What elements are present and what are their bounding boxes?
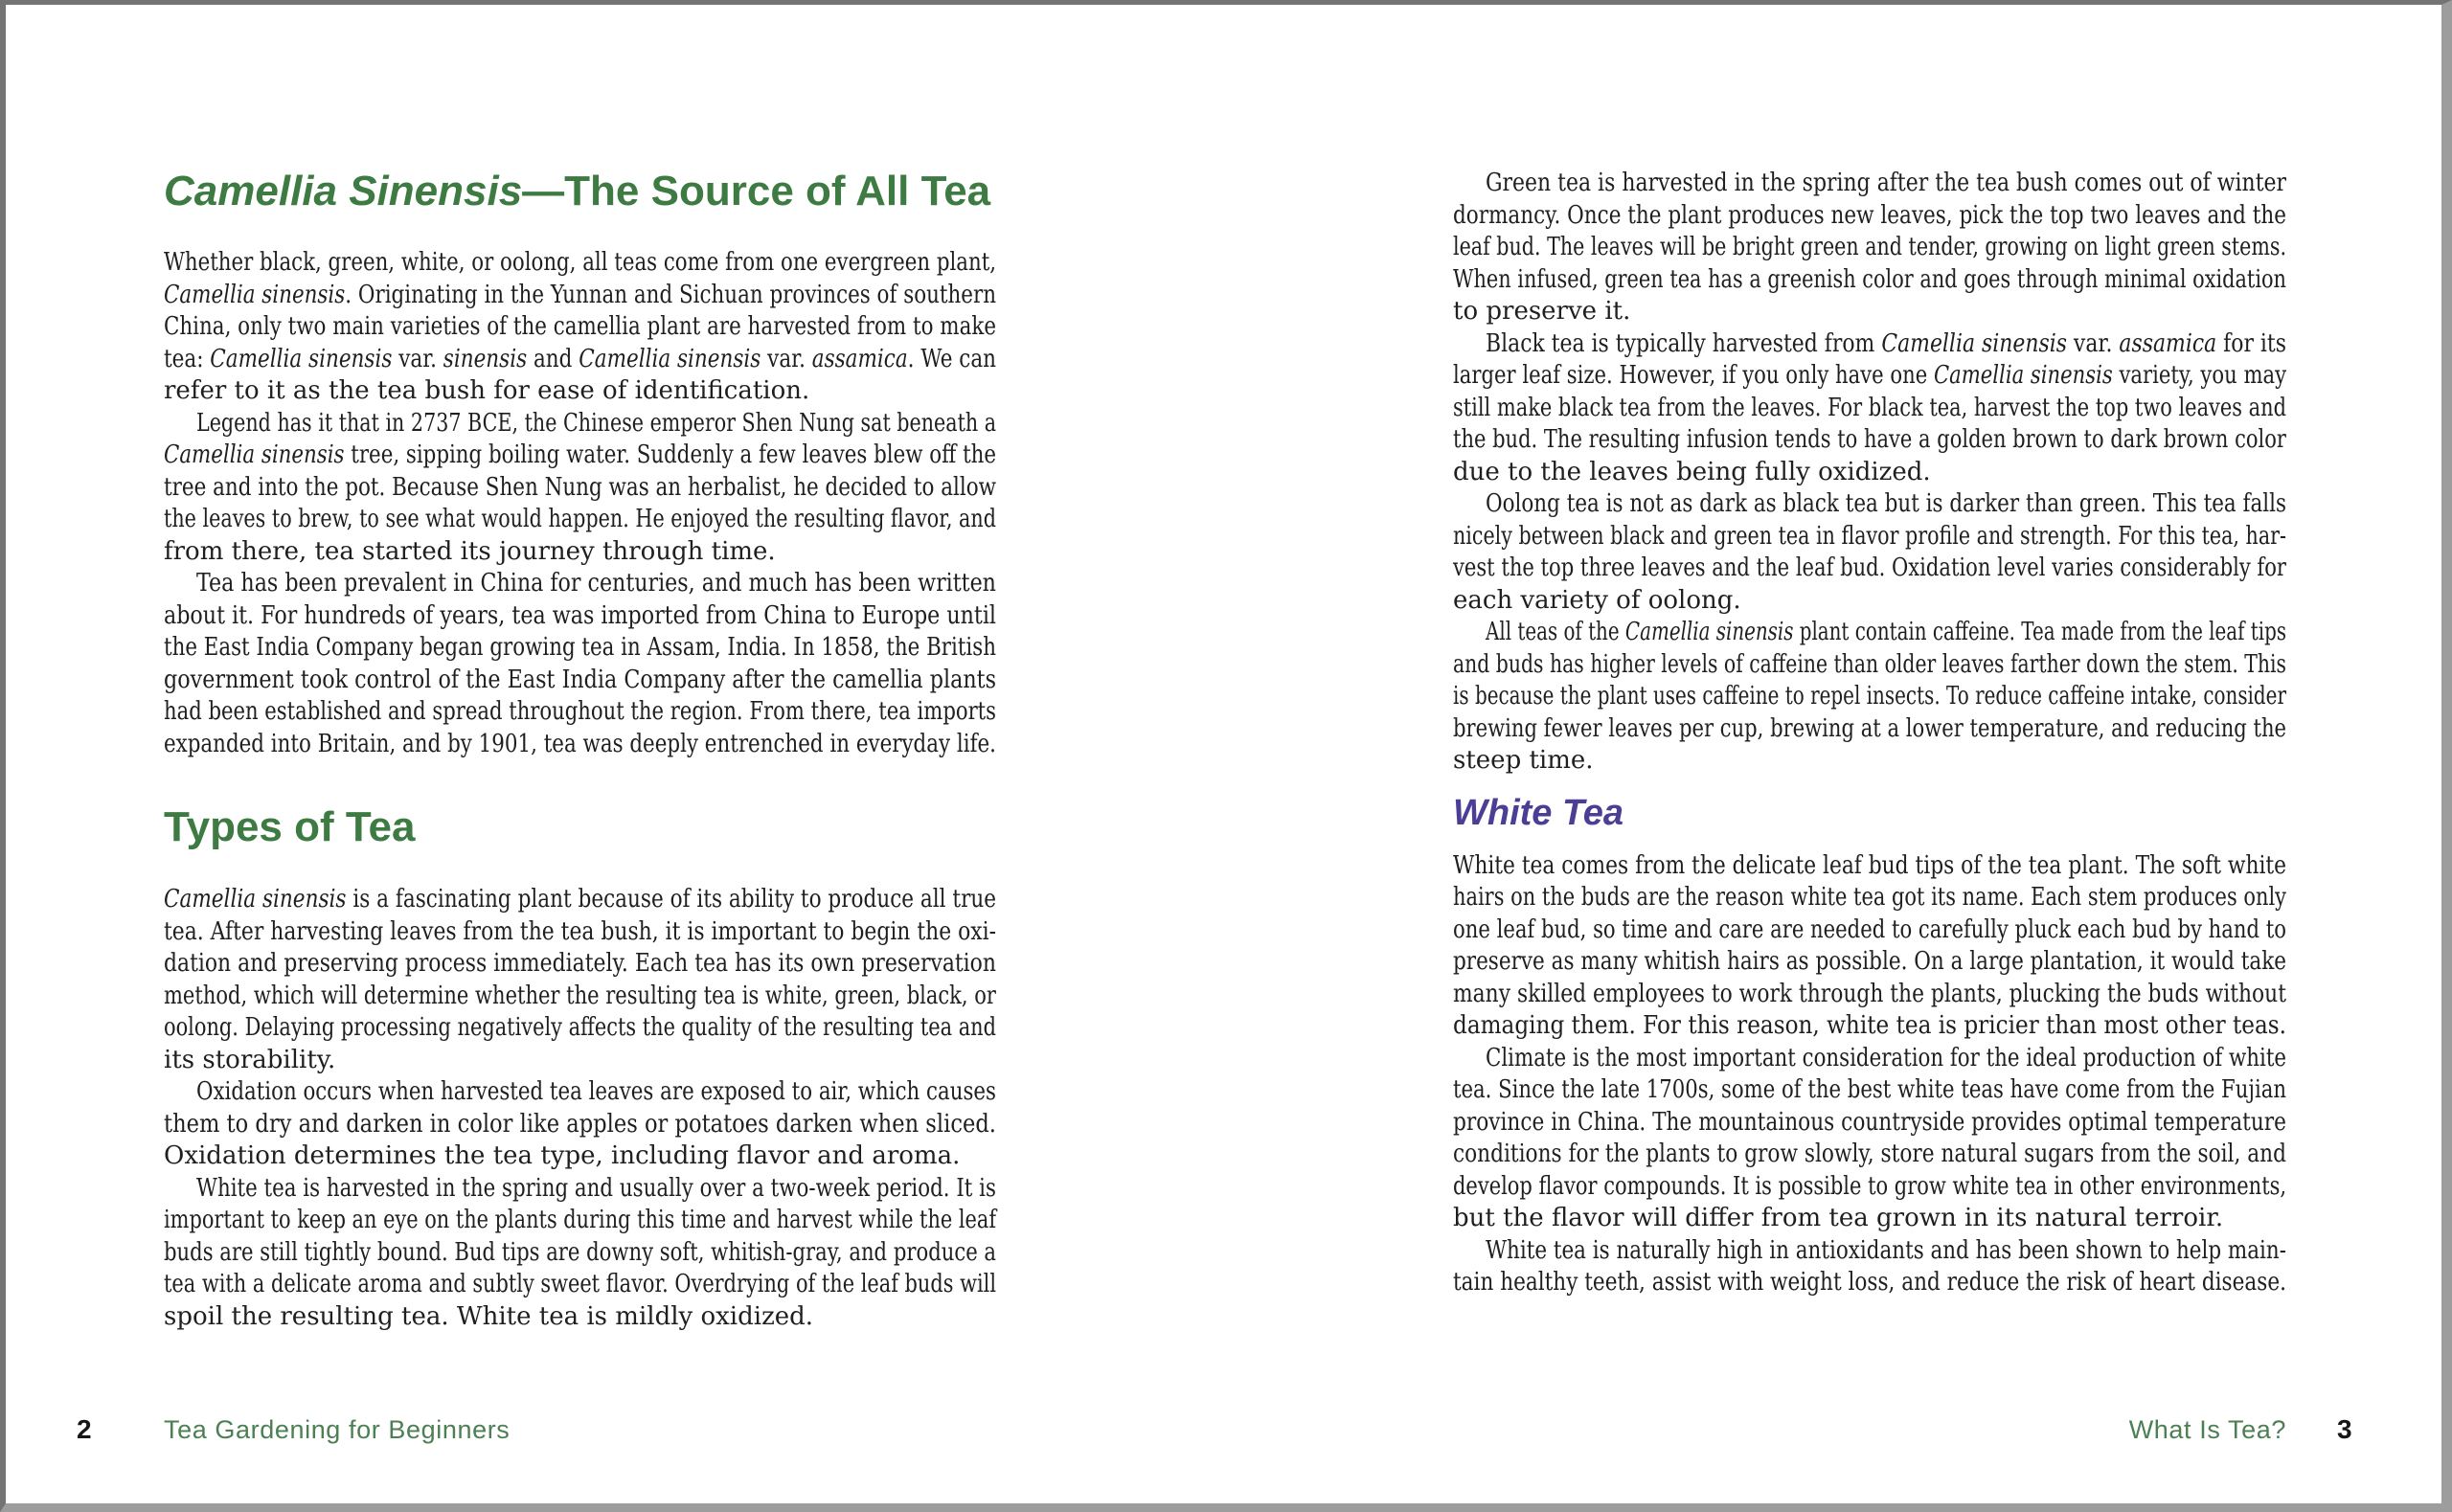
paragraph [164,568,996,760]
subsection-heading: White Tea [1453,792,1624,833]
text-line: Legend has it that in 2737 BCE, the Chinese emperor Shen Nung sat beneath a [196,408,997,438]
text-line: China, only two main varieties of the camellia plant are harvested from to make [164,312,997,341]
text-line: White tea comes from the delicate leaf bud tips of the tea plant. The soft white [1453,850,2287,880]
book-title-footer: Tea Gardening for Beginners [164,1415,511,1444]
text-line: hairs on the buds are the reason white tea got its name. Each stem produces only [1453,883,2286,912]
text-line: still make black tea from the leaves. For black tea, harvest the top two leaves and [1453,393,2287,422]
text-line: steep time. [1453,746,1594,775]
text-line: tea with a delicate aroma and subtly sweet flavor. Overdrying of the leaf buds will [164,1270,997,1298]
text-line: dormancy. Once the plant produces new leaves, pick the top two leaves and the [1453,200,2287,230]
paragraph [164,1076,996,1173]
text-line: from there, tea started its journey through time. [164,536,776,566]
paragraph [1453,617,2286,778]
text-line: dation and preserving process immediately. Each tea has its own preservation [164,949,996,978]
paragraph [164,1173,996,1334]
text-line: develop flavor compounds. It is possible to grow white tea in other environments, [1453,1171,2287,1201]
text-line: damaging them. For this reason, white tea is pricier than most other teas. [1453,1011,2287,1040]
text-line: leaf bud. The leaves will be bright green and tender, growing on light green stems. [1453,233,2287,261]
text-line: but the flavor will differ from tea grown in its natural terroir. [1453,1204,2224,1232]
text-line: many skilled employees to work through the plants, plucking the buds without [1453,979,2286,1008]
text-line: each variety of oolong. [1453,585,1741,615]
text-line: Black tea is typically harvested from Camellia sinensis var. assamica for its [1486,328,2286,358]
text-line: Camellia sinensis is a fascinating plant because of its ability to produce all true [164,885,997,914]
text-line: brewing fewer leaves per cup, brewing at a lower temperature, and reducing the [1453,713,2287,743]
text-line: refer to it as the tea bush for ease of identification. [164,376,810,405]
paragraph [164,884,996,1076]
text-line: method, which will determine whether the resulting tea is white, green, black, or [164,981,996,1010]
text-line: tea. After harvesting leaves from the tea bush, it is important to begin the oxi- [164,916,996,946]
text-line: province in China. The mountainous countryside provides optimal temperature [1453,1107,2286,1137]
text-line: Green tea is harvested in the spring after the tea bush comes out of winter [1486,169,2287,197]
paragraph [1453,1235,2286,1299]
text-line: government took control of the East India Company after the camellia plants [164,665,997,694]
paragraph [1453,168,2286,328]
text-line: nicely between black and green tea in flavor profile and strength. For this tea, har- [1453,521,2286,551]
chapter-heading: Camellia Sinensis—The Source of All Tea [164,168,991,214]
text-line: preserve as many whitish hairs as possible. On a large plantation, it would take [1453,947,2286,976]
paragraph [1453,328,2286,489]
text-line: about it. For hundreds of years, tea was imported from China to Europe until [164,600,997,630]
left-page-column [164,165,996,1333]
text-line: Oxidation determines the tea type, including flavor and aroma. [164,1141,961,1170]
text-line: Tea has been prevalent in China for centuries, and much has been written [196,569,996,598]
text-line: one leaf bud, so time and care are needed to carefully pluck each bud by hand to [1453,914,2286,944]
text-line: Oolong tea is not as dark as black tea but is darker than green. This tea falls [1486,489,2287,518]
text-line: tree and into the pot. Because Shen Nung was an herbalist, he decided to allow [164,472,996,502]
text-line: the leaves to brew, to see what would happen. He enjoyed the resulting flavor, and [164,505,996,533]
text-line: vest the top three leaves and the leaf bud. Oxidation level varies considerably for [1453,553,2286,582]
paragraph [1453,1043,2286,1235]
right-page-column [1453,168,2286,1299]
text-line: and buds has higher levels of caffeine than older leaves farther down the stem. This [1453,649,2286,679]
text-line: Camellia sinensis. Originating in the Yunnan and Sichuan provinces of southern [164,280,997,309]
text-line: due to the leaves being fully oxidized. [1453,457,1931,486]
text-line: had been established and spread throughout the region. From there, tea imports [164,697,996,726]
paragraph [164,408,996,569]
paragraph [1453,850,2286,1043]
section-heading: Types of Tea [164,803,416,850]
paragraph [1453,488,2286,617]
text-line: tea. Since the late 1700s, some of the best white teas have come from the Fujian [1453,1075,2286,1104]
page-number-left: 2 [77,1414,92,1444]
text-line: Climate is the most important consideration for the ideal production of white [1486,1043,2287,1072]
text-line: Camellia sinensis tree, sipping boiling water. Suddenly a few leaves blew off the [164,440,997,469]
text-line: to preserve it. [1453,297,1631,326]
text-line: All teas of the Camellia sinensis plant contain caffeine. Tea made from the leaf tips [1486,618,2287,646]
text-line: Oxidation occurs when harvested tea leaves are exposed to air, which causes [196,1077,996,1106]
text-line: is because the plant uses caffeine to repel insects. To reduce caffeine intake, consider [1453,682,2287,711]
text-line: expanded into Britain, and by 1901, tea was deeply entrenched in everyday life. [164,729,996,758]
text-line: larger leaf size. However, if you only have one Camellia sinensis variety, you may [1453,361,2287,390]
text-line: conditions for the plants to grow slowly, store natural sugars from the soil, and [1453,1140,2286,1168]
text-line: Whether black, green, white, or oolong, all teas come from one evergreen plant, [164,248,997,277]
text-line: tea: Camellia sinensis var. sinensis and Camellia sinensis var. assamica. We can [164,344,997,373]
text-line: buds are still tightly bound. Bud tips are downy soft, whitish-gray, and produce a [164,1237,997,1267]
text-line: When infused, green tea has a greenish color and goes through minimal oxidation [1453,264,2286,294]
text-line: White tea is naturally high in antioxidants and has been shown to help main- [1486,1235,2286,1265]
page-number-right: 3 [2337,1414,2352,1444]
paragraph [164,247,996,408]
text-line: them to dry and darken in color like apples or potatoes darken when sliced. [164,1109,996,1139]
chapter-title-footer: What Is Tea? [2128,1415,2286,1444]
text-line: tain healthy teeth, assist with weight loss, and reduce the risk of heart disease. [1453,1268,2286,1297]
text-line: White tea is harvested in the spring and usually over a two-week period. It is [196,1173,996,1203]
text-line: important to keep an eye on the plants during this time and harvest while the leaf [164,1206,997,1234]
text-line: the East India Company began growing tea in Assam, India. In 1858, the British [164,633,996,662]
text-line: oolong. Delaying processing negatively affects the quality of the resulting tea and [164,1013,997,1042]
text-line: the bud. The resulting infusion tends to have a golden brown to dark brown color [1453,425,2286,454]
text-line: spoil the resulting tea. White tea is mildly oxidized. [164,1301,814,1331]
text-line: its storability. [164,1045,336,1074]
